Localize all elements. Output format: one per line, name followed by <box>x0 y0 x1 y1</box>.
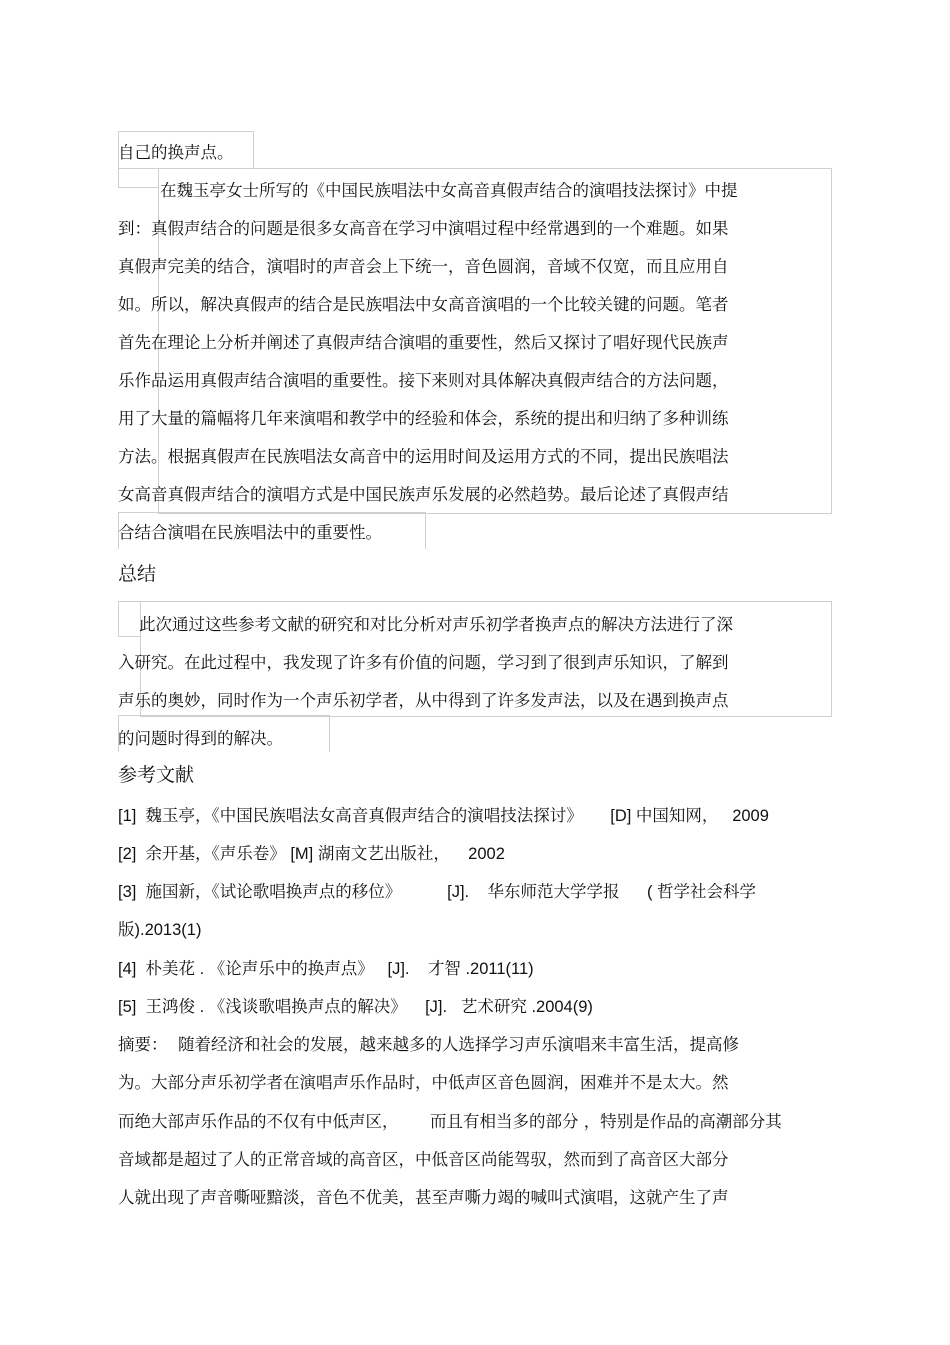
reference-item: 版).2013(1) <box>118 921 202 939</box>
abstract-line: 为。大部分声乐初学者在演唱声乐作品时，中低声区音色圆润，困难并不是太大。然 <box>118 1073 729 1092</box>
paragraph-line: 合结合演唱在民族唱法中的重要性。 <box>118 523 382 542</box>
lead-line: 自己的换声点。 <box>118 143 234 162</box>
references-heading: 参考文献 <box>118 764 195 786</box>
summary-line: 入研究。在此过程中，我发现了许多有价值的问题，学习到了很到声乐知识，了解到 <box>118 653 729 672</box>
paragraph-line: 乐作品运用真假声结合演唱的重要性。接下来则对具体解决真假声结合的方法问题， <box>118 371 729 390</box>
summary-line: 的问题时得到的解决。 <box>118 729 283 748</box>
paragraph-line: 在魏玉亭女士所写的《中国民族唱法中女高音真假声结合的演唱技法探讨》中提 <box>118 181 738 200</box>
summary-heading: 总结 <box>118 563 157 585</box>
reference-item: [3] 施国新，《试论歌唱换声点的移位》 [J]. 华东师范大学学报 ( 哲学社会科学 <box>118 883 757 901</box>
abstract-line: 音域都是超过了人的正常音域的高音区，中低音区尚能驾驭，然而到了高音区大部分 <box>118 1150 729 1169</box>
paragraph-line: 首先在理论上分析并阐述了真假声结合演唱的重要性，然后又探讨了唱好现代民族声 <box>118 333 729 352</box>
paragraph-line: 女高音真假声结合的演唱方式是中国民族声乐发展的必然趋势。最后论述了真假声结 <box>118 485 729 504</box>
abstract-line: 摘要： 随着经济和社会的发展，越来越多的人选择学习声乐演唱来丰富生活，提高修 <box>118 1035 739 1054</box>
summary-line: 声乐的奥妙，同时作为一个声乐初学者，从中得到了许多发声法，以及在遇到换声点 <box>118 691 729 710</box>
paragraph-line: 方法。根据真假声在民族唱法女高音中的运用时间及运用方式的不同，提出民族唱法 <box>118 447 729 466</box>
paragraph-line: 真假声完美的结合，演唱时的声音会上下统一，音色圆润，音域不仅宽，而且应用自 <box>118 257 729 276</box>
abstract-line: 人就出现了声音嘶哑黯淡，音色不优美，甚至声嘶力竭的喊叫式演唱，这就产生了声 <box>118 1188 729 1207</box>
paragraph-line: 如。所以，解决真假声的结合是民族唱法中女高音演唱的一个比较关键的问题。笔者 <box>118 295 729 314</box>
reference-item: [2] 余开基，《声乐卷》 [M] 湖南文艺出版社， 2002 <box>118 845 505 863</box>
paragraph-line: 用了大量的篇幅将几年来演唱和教学中的经验和体会，系统的提出和归纳了多种训练 <box>118 409 729 428</box>
paragraph-line: 到：真假声结合的问题是很多女高音在学习中演唱过程中经常遇到的一个难题。如果 <box>118 219 729 238</box>
reference-item: [1] 魏玉亭，《中国民族唱法女高音真假声结合的演唱技法探讨》 [D] 中国知网， 2009 <box>118 807 769 825</box>
reference-item: [4] 朴美花 . 《论声乐中的换声点》 [J]. 才智 .2011(11) <box>118 960 534 978</box>
abstract-line: 而绝大部声乐作品的不仅有中低声区， 而且有相当多的部分 ，特别是作品的高潮部分其 <box>118 1112 782 1131</box>
reference-item: [5] 王鸿俊 . 《浅谈歌唱换声点的解决》 [J]. 艺术研究 .2004(9) <box>118 998 593 1016</box>
summary-line: 此次通过这些参考文献的研究和对比分析对声乐初学者换声点的解决方法进行了深 <box>118 615 733 634</box>
